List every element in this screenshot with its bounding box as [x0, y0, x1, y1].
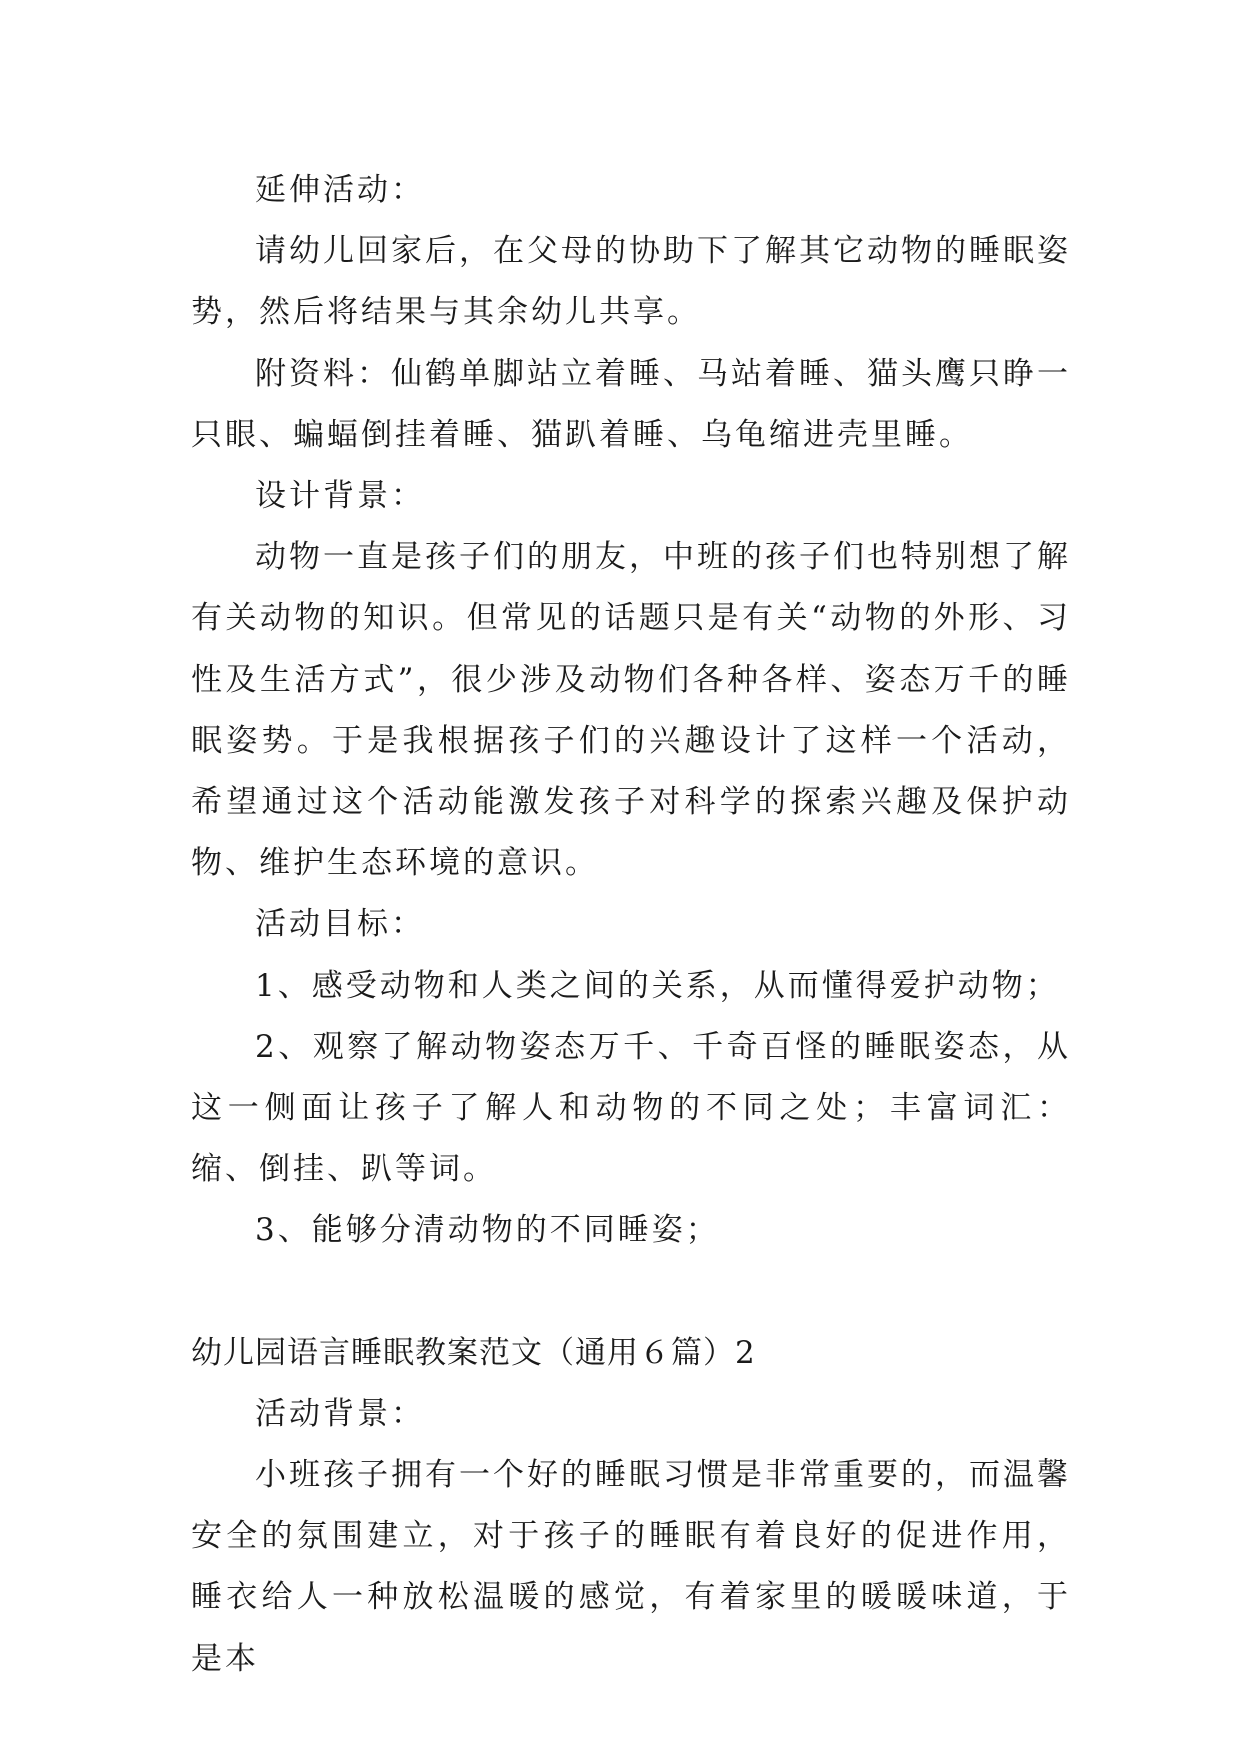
activity-background-title: 活动背景： [255, 1395, 425, 1432]
extension-paragraph: 请幼儿回家后，在父母的协助下了解其它动物的睡眠姿势，然后将结果与其余幼儿共享。 [191, 233, 1071, 331]
goal-item-1: 1、感受动物和人类之间的关系，从而懂得爱护动物； [255, 967, 1060, 1004]
section-spacer [191, 1262, 1071, 1323]
activity-goals-title: 活动目标： [255, 906, 425, 943]
appendix-paragraph: 附资料：仙鹤单脚站立着睡、马站着睡、猫头鹰只睁一只眼、蝙蝠倒挂着睡、猫趴着睡、乌龟缩进壳里睡。 [191, 355, 1071, 453]
document-body [191, 160, 1071, 1690]
goal-item-3: 3、能够分清动物的不同睡姿； [255, 1212, 720, 1249]
extension-title: 延伸活动： [255, 172, 425, 208]
activity-background-paragraph: 小班孩子拥有一个好的睡眠习惯是非常重要的，而温馨安全的氛围建立，对于孩子的睡眠有着良好的促进作用，睡衣给人一种放松温暖的感觉，有着家里的暖暖味道，于是本 [191, 1457, 1071, 1677]
section-heading: 幼儿园语言睡眠教案范文（通用６篇）2 [191, 1334, 756, 1371]
design-background-paragraph: 动物一直是孩子们的朋友，中班的孩子们也特别想了解有关动物的知识。但常见的话题只是有关“动物的外形、习性及生活方式”，很少涉及动物们各种各样、姿态万千的睡眠姿势。于是我根据孩子们的兴趣设计了这样一个活动，希望通过这个活动能激发孩子对科学的探索兴趣及保护动物、维护生态环境的意识。 [191, 539, 1071, 882]
design-background-title: 设计背景： [255, 478, 425, 515]
goal-item-2: 2、观察了解动物姿态万千、千奇百怪的睡眠姿态，从这一侧面让孩子了解人和动物的不同之处；丰富词汇：缩、倒挂、趴等词。 [191, 1028, 1071, 1188]
